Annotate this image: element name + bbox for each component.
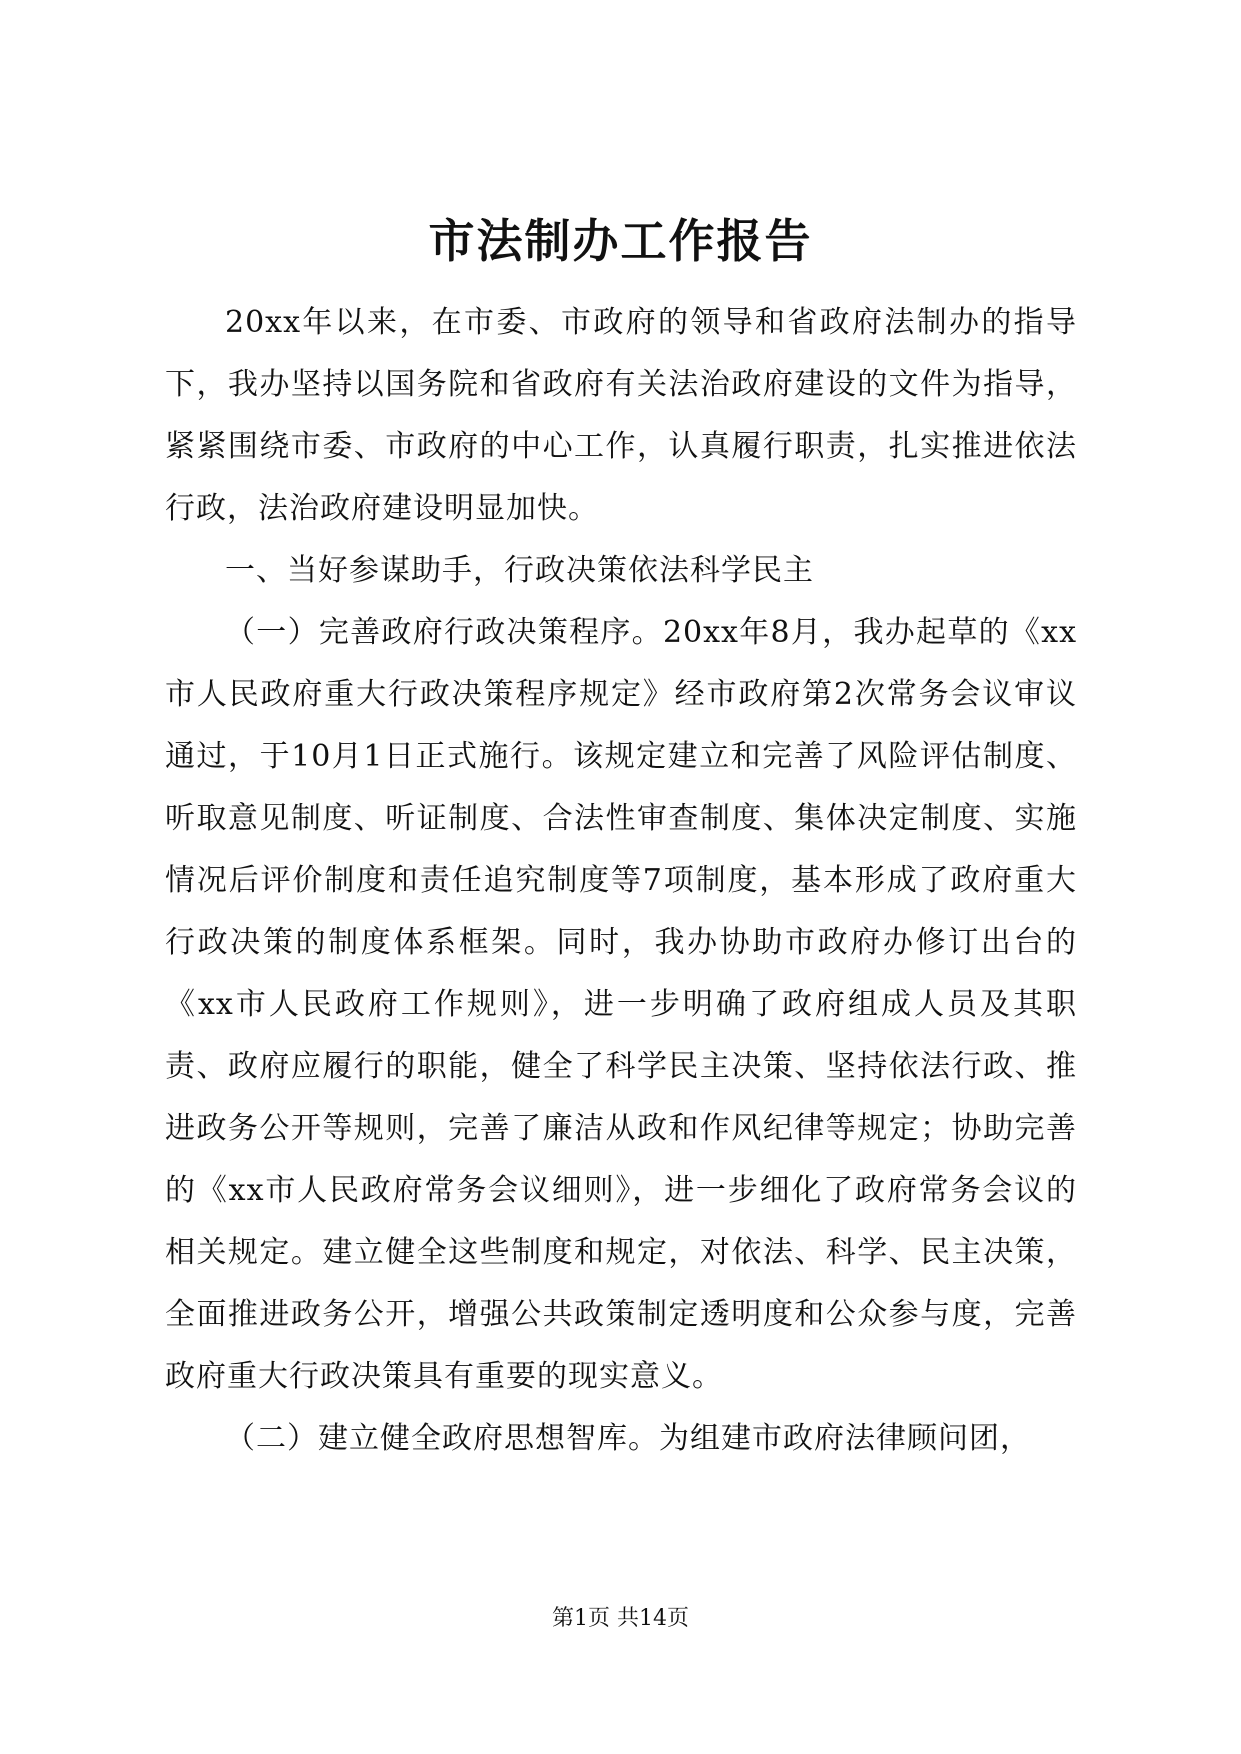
paragraph-intro: 20xx年以来，在市委、市政府的领导和省政府法制办的指导下，我办坚持以国务院和省政府有关法治政府建设的文件为指导，紧紧围绕市委、市政府的中心工作，认真履行职责，扎实推进依法行政，法治政府建设明显加快。 [165,305,1077,526]
section-heading-1: 一、当好参谋助手，行政决策依法科学民主 [225,553,814,588]
paragraph-1-1: （一）完善政府行政决策程序。20xx年8月，我办起草的《xx市人民政府重大行政决策程序规定》经市政府第2次常务会议审议通过，于10月1日正式施行。该规定建立和完善了风险评估制度、听取意见制度、听证制度、合法性审查制度、集体决定制度、实施情况后评价制度和责任追究制度等7项制度，基本形成了政府重大行政决策的制度体系框架。同时，我办协助市政府办修订出台的《xx市人民政府工作规则》，进一步明确了政府组成人员及其职责、政府应履行的职能，健全了科学民主决策、坚持依法行政、推进政务公开等规则，完善了廉洁从政和作风纪律等规定；协助完善的《xx市人民政府常务会议细则》，进一步细化了政府常务会议的相关规定。建立健全这些制度和规定，对依法、科学、民主决策，全面推进政务公开，增强公共政策制定透明度和公众参与度，完善政府重大行政决策具有重要的现实意义。 [165,615,1077,1394]
page-footer: 第1页 共14页 [552,1606,689,1631]
document-body [165,292,1077,1470]
page-title: 市法制办工作报告 [428,214,813,268]
paragraph-1-2: （二）建立健全政府思想智库。为组建市政府法律顾问团， [225,1421,1031,1456]
